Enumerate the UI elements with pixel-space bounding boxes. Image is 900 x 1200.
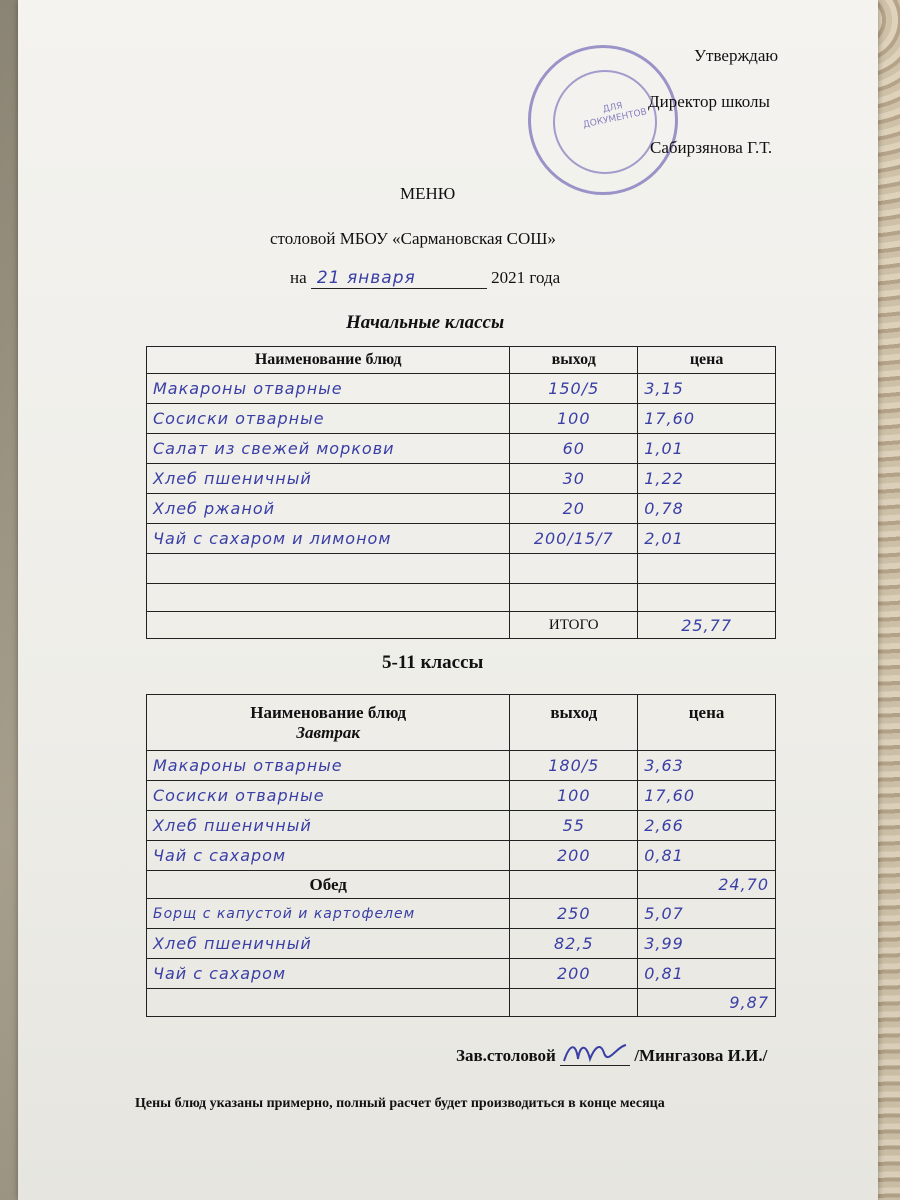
chef-name: /Мингазова И.И./ (634, 1046, 768, 1065)
menu-document (18, 0, 878, 1200)
chef-signature (560, 1065, 630, 1066)
table-row: Сосиски отварные 100 17,60 (147, 404, 776, 434)
table-row: Хлеб пшеничный 30 1,22 (147, 464, 776, 494)
section-secondary: 5-11 классы (382, 652, 484, 673)
signature-icon (560, 1039, 630, 1065)
empty-row (147, 554, 776, 584)
lunch-label: Обед (147, 871, 510, 899)
table-header: Наименование блюд Завтрак выход цена (147, 695, 776, 751)
table-row: Чай с сахаром и лимоном 200/15/7 2,01 (147, 524, 776, 554)
director-name: Сабирзянова Г.Т. (650, 138, 773, 157)
table-row: Чай с сахаром 200 0,81 (147, 959, 776, 989)
chef-label: Зав.столовой (456, 1046, 556, 1065)
table-row: Макароны отварные 150/5 3,15 (147, 374, 776, 404)
table-row: Хлеб ржаной 20 0,78 (147, 494, 776, 524)
table-row: Сосиски отварные 100 17,60 (147, 781, 776, 811)
total-row (147, 612, 776, 639)
table-header: Наименование блюд выход цена (147, 347, 776, 374)
total-row (147, 989, 776, 1017)
empty-row (147, 584, 776, 612)
primary-table (146, 346, 776, 639)
approve-text: Утверждаю (694, 46, 779, 65)
org-title: столовой МБОУ «Сармановская СОШ» (270, 229, 556, 248)
table-row: Хлеб пшеничный 82,5 3,99 (147, 929, 776, 959)
school-stamp: ДЛЯ ДОКУМЕНТОВ (528, 45, 678, 195)
secondary-table (146, 694, 776, 1017)
menu-title: МЕНЮ (400, 184, 456, 203)
date-line: на 21 января 2021 года (290, 268, 561, 288)
date-handwritten: 21 января (311, 268, 487, 289)
chef-line (456, 1046, 767, 1066)
section-primary: Начальные классы (346, 312, 505, 333)
table-row: Чай с сахаром 200 0,81 (147, 841, 776, 871)
table-row: Макароны отварные 180/5 3,63 (147, 751, 776, 781)
table-row: Борщ с капустой и картофелем 250 5,07 (147, 899, 776, 929)
breakfast-label: Завтрак (296, 722, 360, 742)
lunch-total: 9,87 (638, 989, 776, 1017)
lunch-header-row (147, 871, 776, 899)
table-row: Хлеб пшеничный 55 2,66 (147, 811, 776, 841)
total-label: ИТОГО (510, 612, 638, 639)
total-value: 25,77 (638, 612, 776, 639)
director-position: Директор школы (648, 92, 770, 111)
footer-note: Цены блюд указаны примерно, полный расчет будет производиться в конце месяца (135, 1096, 665, 1111)
breakfast-total: 24,70 (638, 871, 776, 899)
table-row: Салат из свежей моркови 60 1,01 (147, 434, 776, 464)
